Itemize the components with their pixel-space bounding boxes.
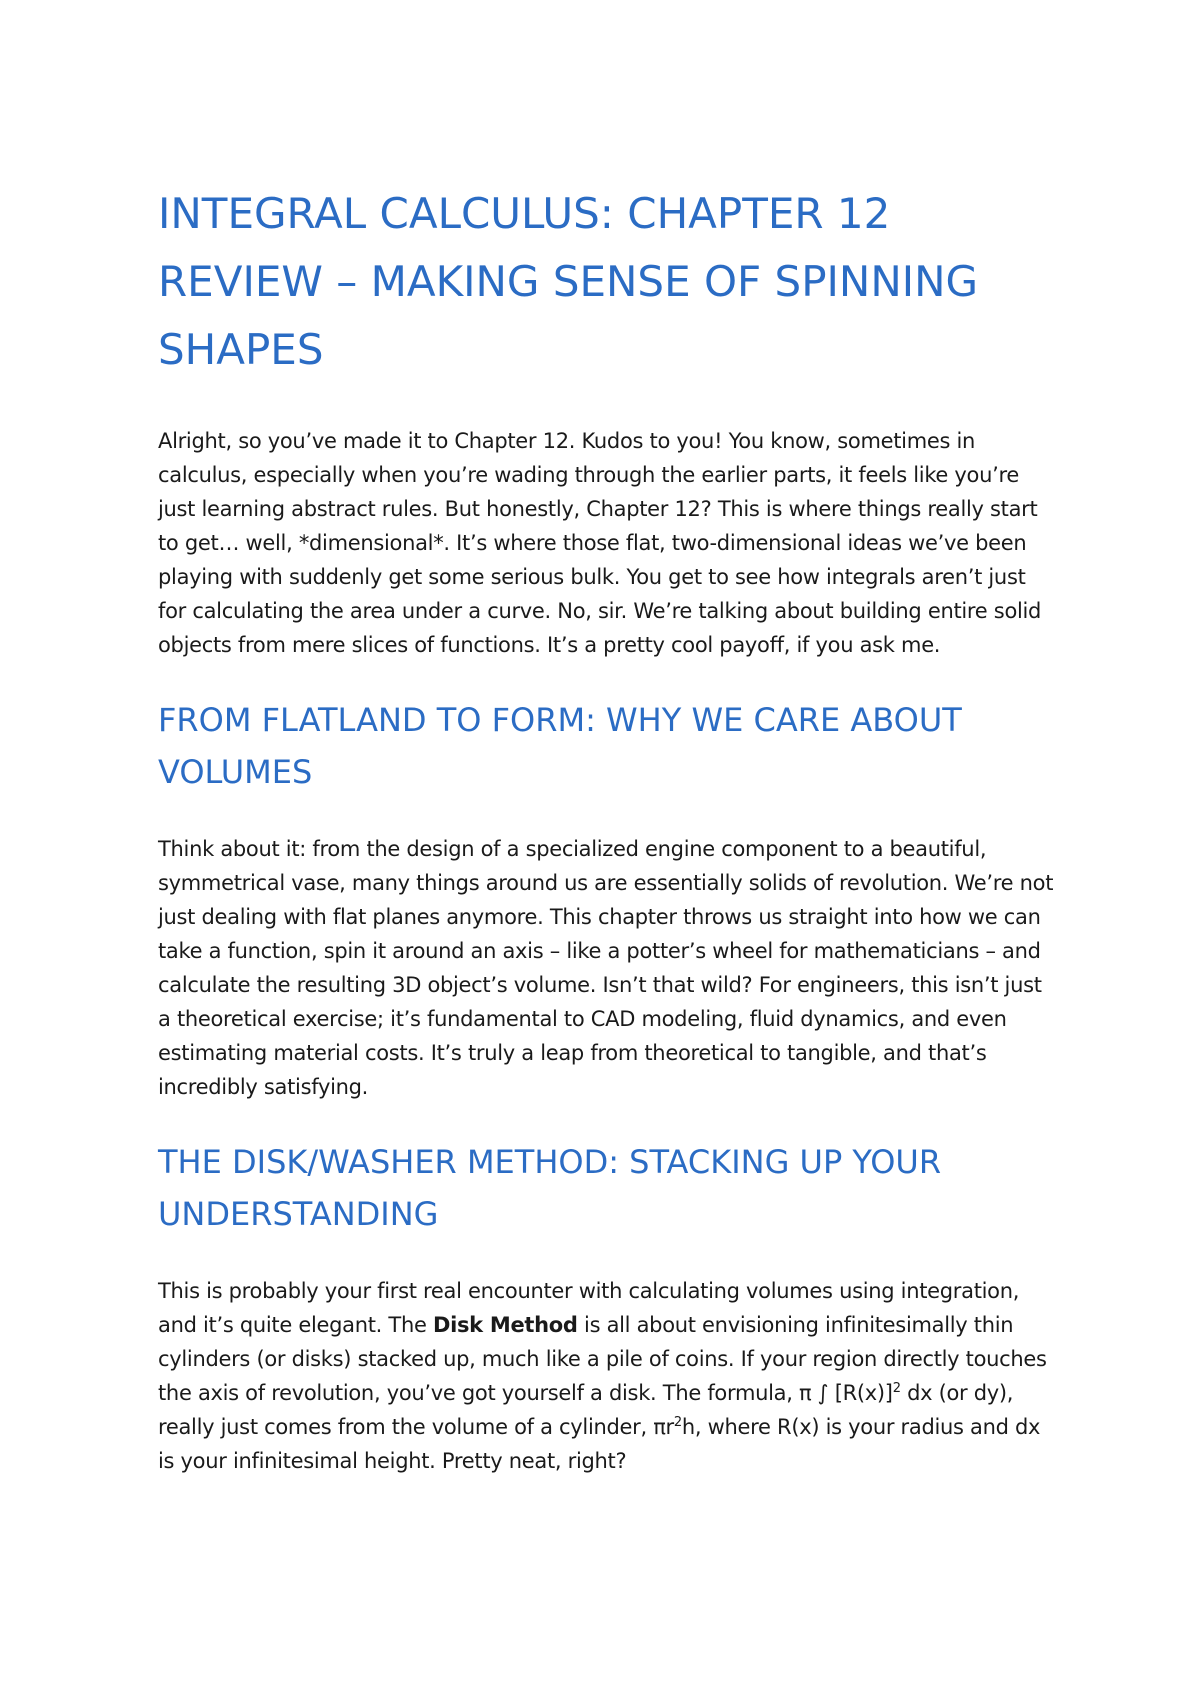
section-heading-disk-washer: THE DISK/WASHER METHOD: STACKING UP YOUR UNDERSTANDING xyxy=(158,1143,942,1233)
section-heading-volumes: FROM FLATLAND TO FORM: WHY WE CARE ABOUT VOLUMES xyxy=(158,701,962,791)
document-page xyxy=(158,180,1058,1510)
intro-paragraph: Alright, so you’ve made it to Chapter 12. Kudos to you! You know, sometimes in calculus, especially when you’re wading through the earlier parts, it feels like you’re just learning abstract rules. But honestly, Chapter 12? This is where things really start to get… well, *dimensional*. It’s where those flat, two-dimensional ideas we’ve been playing with suddenly get some serious bulk. You get to see how integrals aren’t just for calculating the area under a curve. No, sir. We’re talking about building entire solid objects from mere slices of functions. It’s a pretty cool payoff, if you ask me. xyxy=(158,429,1042,657)
text-run: h, where R(x) is your radius and dx is your infinitesimal height. Pretty neat, right? xyxy=(158,1415,1041,1473)
superscript: 2 xyxy=(673,1415,682,1430)
text-run: dx (or dy), really just comes from the volume of a cylinder, πr xyxy=(158,1381,1014,1439)
section-paragraph-disk-washer xyxy=(158,1274,1058,1478)
superscript: 2 xyxy=(892,1381,901,1396)
text-run: This is probably your first real encounter with calculating volumes using integration, and it’s quite elegant. The xyxy=(158,1279,1020,1337)
document-title: INTEGRAL CALCULUS: CHAPTER 12 REVIEW – MAKING SENSE OF SPINNING SHAPES xyxy=(158,189,979,374)
text-run: is all about envisioning infinitesimally thin cylinders (or disks) stacked up, much like a pile of coins. If your region directly touches the axis of revolution, you’ve got yourself a disk. The formula, π ∫ [R(x)] xyxy=(158,1313,1047,1405)
section-paragraph-volumes: Think about it: from the design of a specialized engine component to a beautiful, symmetrical vase, many things around us are essentially solids of revolution. We’re not just dealing with flat planes anymore. This chapter throws us straight into how we can take a function, spin it around an axis – like a potter’s wheel for mathematicians – and calculate the resulting 3D object’s volume. Isn’t that wild? For engineers, this isn’t just a theoretical exercise; it’s fundamental to CAD modeling, fluid dynamics, and even estimating material costs. It’s truly a leap from theoretical to tangible, and that’s incredibly satisfying. xyxy=(158,837,1054,1099)
bold-term-disk-method: Disk Method xyxy=(432,1313,578,1337)
